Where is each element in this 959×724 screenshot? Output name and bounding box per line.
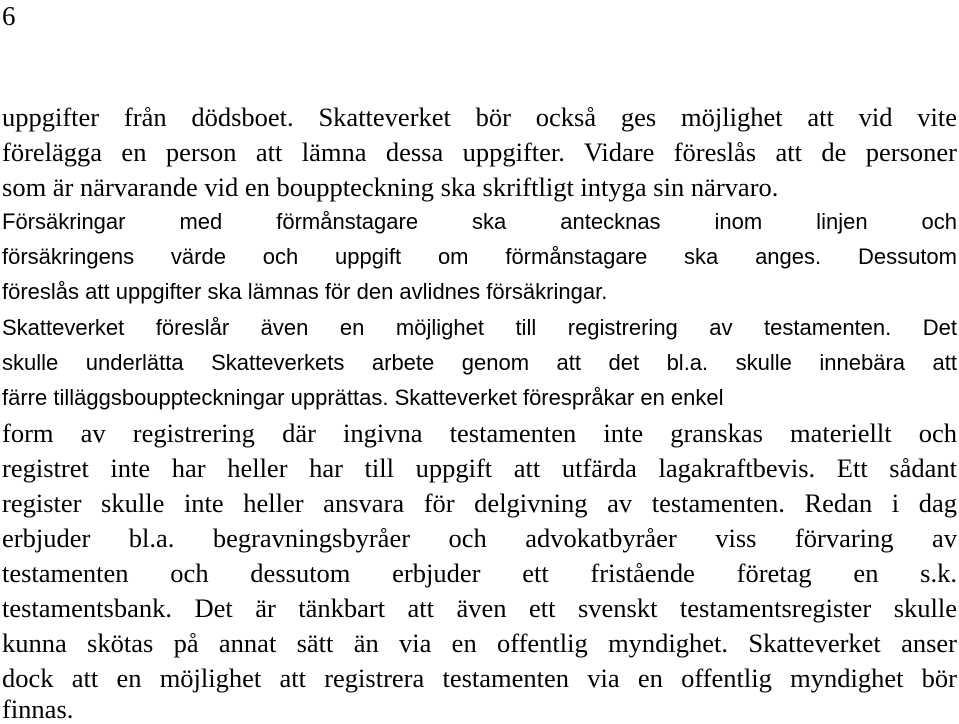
body-line: färre tilläggsbouppteckningar upprättas. Skatteverket förespråkar en enkel xyxy=(2,385,724,410)
body-line: som är närvarande vid en bouppteckning ska skriftligt intyga sin närvaro. xyxy=(2,172,779,202)
body-line: testamenten och dessutom erbjuder ett fristående företag en s.k. xyxy=(2,558,957,588)
body-line: försäkringens värde och uppgift om förmånstagare ska anges. Dessutom xyxy=(2,244,957,269)
body-line: register skulle inte heller ansvara för delgivning av testamenten. Redan i dag xyxy=(2,488,957,518)
body-line: kunna skötas på annat sätt än via en offentlig myndighet. Skatteverket anser xyxy=(2,628,957,658)
body-line: erbjuder bl.a. begravningsbyråer och advokatbyråer viss förvaring av xyxy=(2,523,957,553)
body-line: skulle underlätta Skatteverkets arbete genom att det bl.a. skulle innebära att xyxy=(2,350,957,375)
body-line: finnas. xyxy=(2,694,74,724)
body-line: föreslås att uppgifter ska lämnas för den avlidnes försäkringar. xyxy=(2,279,608,304)
body-line: dock att en möjlighet att registrera testamenten via en offentlig myndighet bör xyxy=(2,663,957,693)
body-line: förelägga en person att lämna dessa uppgifter. Vidare föreslås att de personer xyxy=(2,137,957,167)
body-line: Försäkringar med förmånstagare ska antecknas inom linjen och xyxy=(2,209,957,234)
page-number: 6 xyxy=(2,1,16,31)
body-line: uppgifter från dödsboet. Skatteverket bör också ges möjlighet att vid vite xyxy=(2,102,957,132)
body-line: form av registrering där ingivna testamenten inte granskas materiellt och xyxy=(2,418,957,448)
body-line: registret inte har heller har till uppgift att utfärda lagakraftbevis. Ett sådant xyxy=(2,453,957,483)
body-line: Skatteverket föreslår även en möjlighet till registrering av testamenten. Det xyxy=(2,315,957,340)
body-line: testamentsbank. Det är tänkbart att även ett svenskt testamentsregister skulle xyxy=(2,593,957,623)
